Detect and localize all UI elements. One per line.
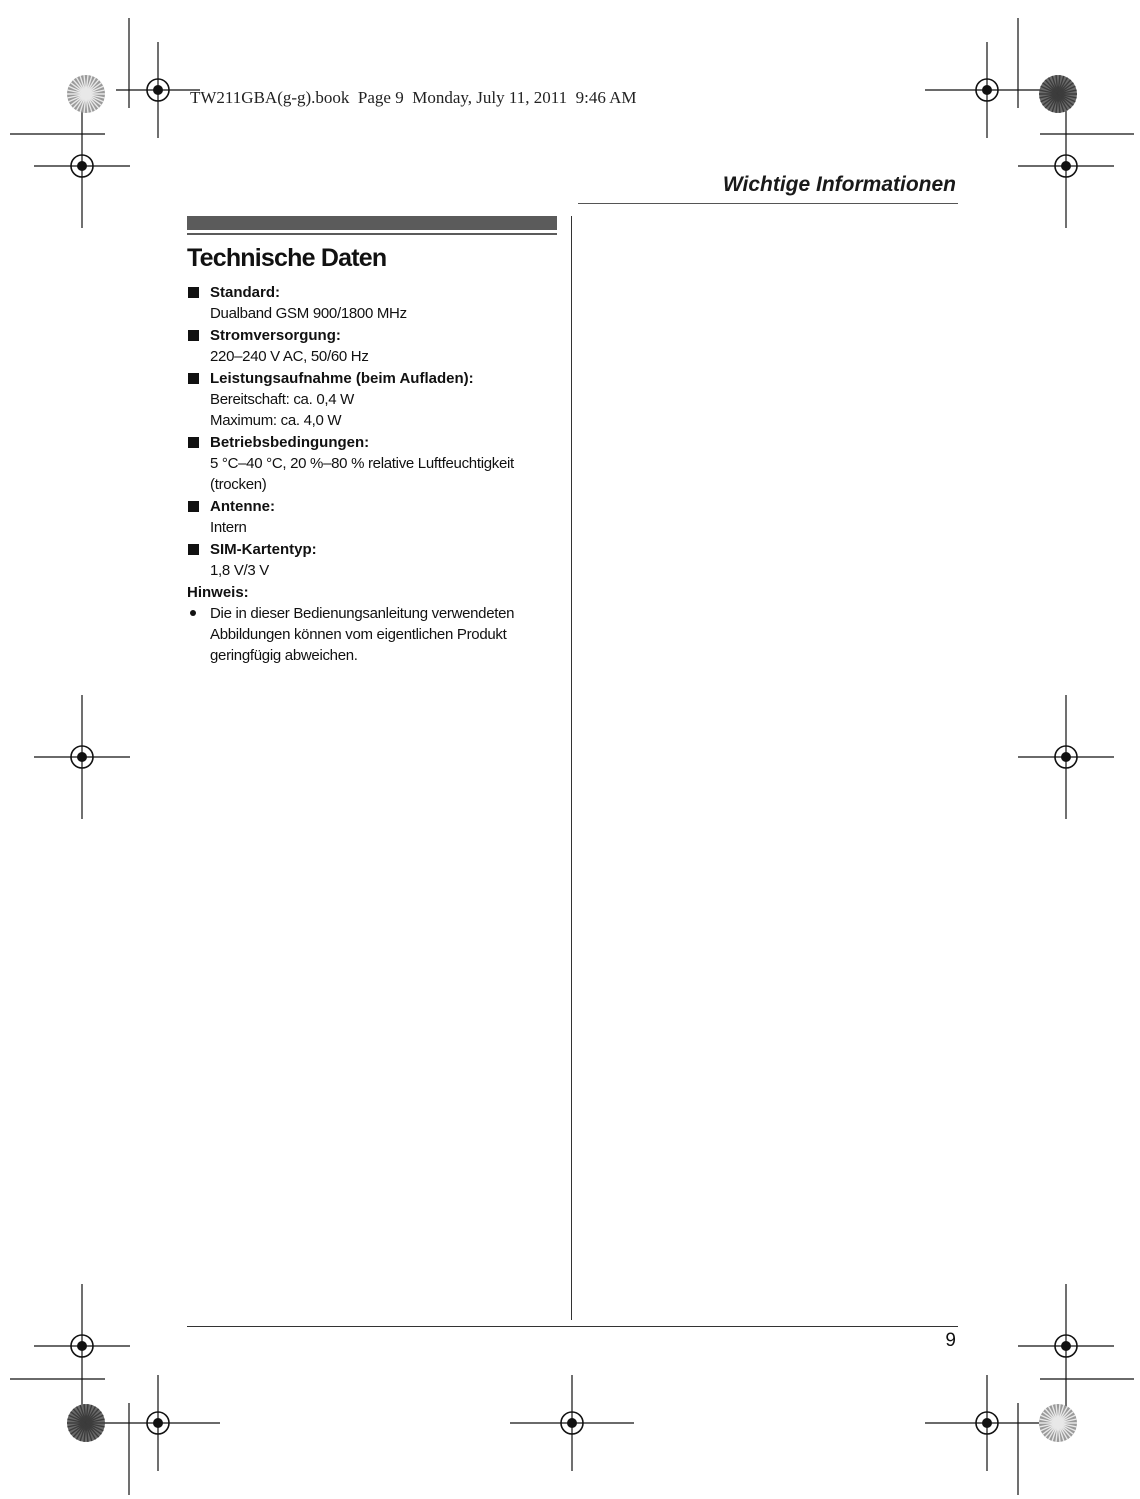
spec-item bbox=[187, 539, 559, 581]
spec-value: 5 °C–40 °C, 20 %–80 % relative Luftfeuchtigkeit bbox=[210, 455, 514, 472]
spec-label: SIM-Kartentyp: bbox=[210, 541, 317, 558]
note-heading: Hinweis: bbox=[187, 584, 249, 601]
spec-value: Intern bbox=[210, 519, 247, 536]
section-title-bar bbox=[187, 216, 557, 230]
note-text: Die in dieser Bedienungsanleitung verwendeten bbox=[210, 605, 515, 622]
spec-item bbox=[187, 325, 559, 367]
registration-center bbox=[567, 1418, 577, 1428]
registration-center bbox=[77, 752, 87, 762]
print-slug-line: TW211GBA(g-g).book Page 9 Monday, July 11, 2011 9:46 AM bbox=[190, 88, 637, 107]
footer-rule bbox=[187, 1326, 958, 1327]
spec-label: Standard: bbox=[210, 284, 281, 301]
registration-center bbox=[1061, 752, 1071, 762]
spec-value: 220–240 V AC, 50/60 Hz bbox=[210, 348, 369, 365]
square-bullet-icon bbox=[188, 501, 199, 512]
left-column bbox=[187, 242, 559, 666]
spec-value: 1,8 V/3 V bbox=[210, 562, 270, 579]
running-header: Wichtige Informationen bbox=[722, 173, 956, 196]
note-text: geringfügig abweichen. bbox=[210, 647, 358, 664]
registration-center bbox=[153, 85, 163, 95]
spec-value: Maximum: ca. 4,0 W bbox=[210, 412, 342, 429]
spec-item bbox=[187, 432, 559, 495]
square-bullet-icon bbox=[188, 330, 199, 341]
spec-item bbox=[187, 282, 559, 324]
spec-label: Antenne: bbox=[210, 498, 275, 515]
spec-label: Betriebsbedingungen: bbox=[210, 434, 370, 451]
spec-item bbox=[187, 496, 559, 538]
spec-label: Leistungsaufnahme (beim Aufladen): bbox=[210, 370, 474, 387]
registration-center bbox=[982, 85, 992, 95]
square-bullet-icon bbox=[188, 373, 199, 384]
square-bullet-icon bbox=[188, 437, 199, 448]
column-divider bbox=[571, 216, 572, 1320]
square-bullet-icon bbox=[188, 544, 199, 555]
spec-list bbox=[187, 282, 559, 581]
spec-item bbox=[187, 368, 559, 431]
dot-bullet-icon bbox=[190, 610, 196, 616]
registration-center bbox=[77, 1341, 87, 1351]
square-bullet-icon bbox=[188, 287, 199, 298]
registration-center bbox=[77, 161, 87, 171]
registration-center bbox=[1061, 1341, 1071, 1351]
page-number: 9 bbox=[945, 1330, 956, 1351]
registration-center bbox=[982, 1418, 992, 1428]
spec-value: (trocken) bbox=[210, 476, 267, 493]
registration-center bbox=[1061, 161, 1071, 171]
note-item bbox=[187, 603, 559, 666]
spec-value: Dualband GSM 900/1800 MHz bbox=[210, 305, 407, 322]
spec-label: Stromversorgung: bbox=[210, 327, 341, 344]
note-list bbox=[187, 603, 559, 666]
note-text: Abbildungen können vom eigentlichen Produkt bbox=[210, 626, 507, 643]
section-title: Technische Daten bbox=[187, 244, 387, 272]
section-title-rule bbox=[187, 233, 557, 235]
header-rule bbox=[578, 203, 958, 204]
registration-center bbox=[153, 1418, 163, 1428]
spec-value: Bereitschaft: ca. 0,4 W bbox=[210, 391, 354, 408]
